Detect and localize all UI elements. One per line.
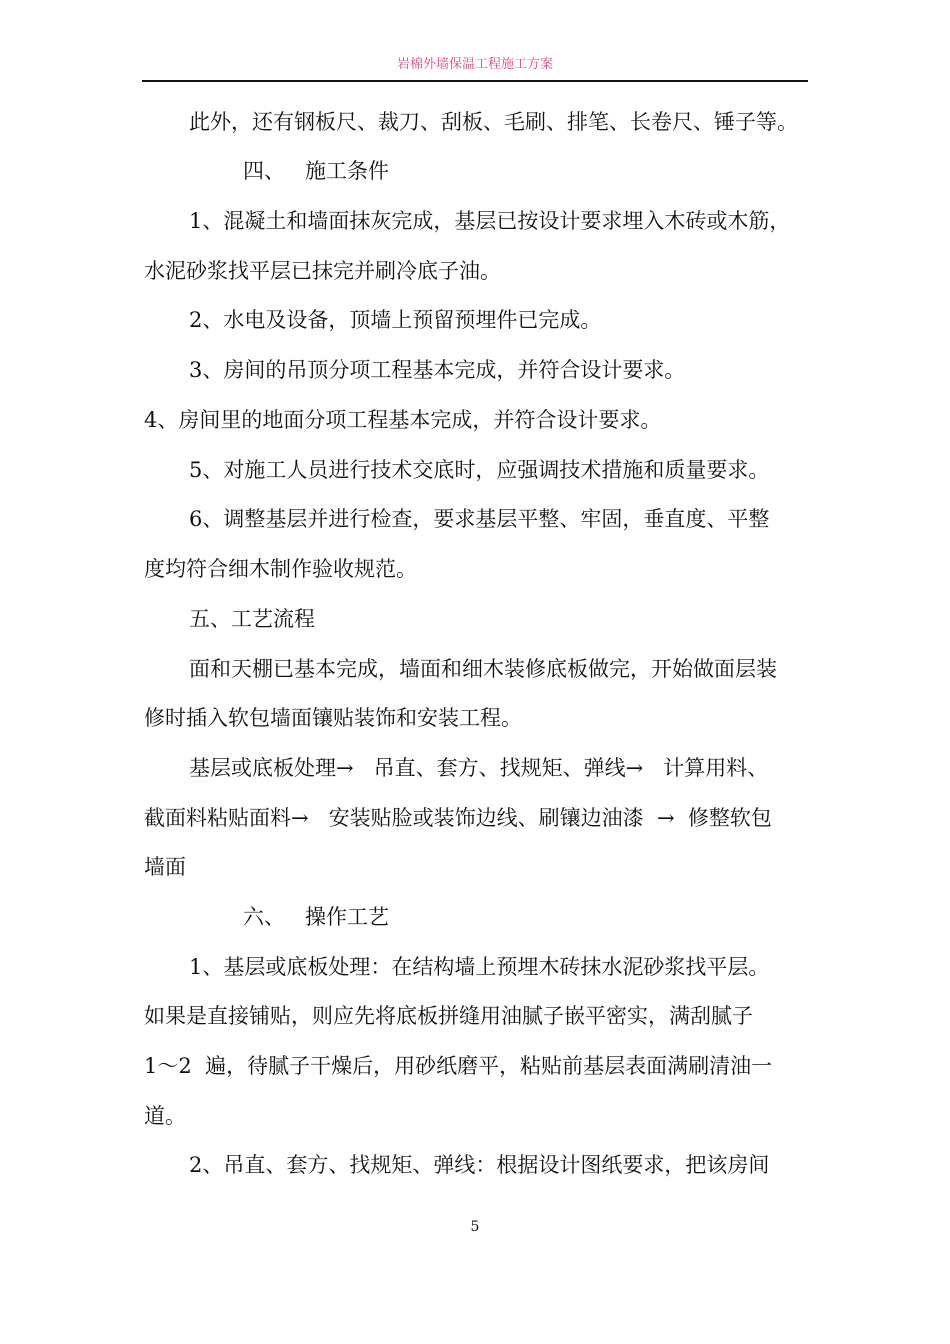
process-flow-line: 基层或底板处理→ 吊直、套方、找规矩、弹线→ 计算用料、 [189, 756, 769, 780]
process-flow-line: 墙面 [144, 855, 186, 879]
text-line: 此外，还有钢板尺、裁刀、刮板、毛刷、排笔、长卷尺、锤子等。 [189, 110, 798, 134]
page-header-title: 岩棉外墙保温工程施工方案 [396, 57, 553, 72]
text-line: 面和天棚已基本完成，墙面和细木装修底板做完，开始做面层装 [189, 657, 777, 681]
section-heading: 六、 操作工艺 [243, 905, 390, 929]
header-divider [142, 80, 808, 82]
text-line: 3、房间的吊顶分项工程基本完成，并符合设计要求。 [189, 358, 686, 382]
text-line: 水泥砂浆找平层已抹完并刷冷底子油。 [144, 259, 501, 283]
page-number: 5 [470, 1219, 480, 1235]
text-line: 6、调整基层并进行检查，要求基层平整、牢固，垂直度、平整 [189, 507, 770, 531]
text-line: 修时插入软包墙面镶贴装饰和安装工程。 [144, 706, 522, 730]
text-line: 度均符合细木制作验收规范。 [144, 557, 417, 581]
text-line: 如果是直接铺贴，则应先将底板拼缝用油腻子嵌平密实，满刮腻子 [144, 1004, 753, 1028]
text-line: 2、水电及设备，顶墙上预留预埋件已完成。 [189, 308, 602, 332]
text-line: 1、混凝土和墙面抹灰完成，基层已按设计要求埋入木砖或木筋， [189, 209, 791, 233]
text-line: 2、吊直、套方、找规矩、弹线：根据设计图纸要求，把该房间 [189, 1153, 770, 1177]
process-flow-line: 截面料粘贴面料→ 安装贴脸或装饰边线、刷镶边油漆 → 修整软包 [144, 806, 772, 830]
section-heading: 五、工艺流程 [189, 607, 315, 631]
text-line: 道。 [144, 1104, 186, 1128]
text-line: 5、对施工人员进行技术交底时，应强调技术措施和质量要求。 [189, 458, 770, 482]
section-heading: 四、 施工条件 [243, 159, 390, 183]
text-line: 1～2 遍，待腻子干燥后，用砂纸磨平，粘贴前基层表面满刷清油一 [144, 1054, 773, 1078]
text-line: 4、房间里的地面分项工程基本完成，并符合设计要求。 [144, 408, 662, 432]
text-line: 1、基层或底板处理：在结构墙上预埋木砖抹水泥砂浆找平层。 [189, 955, 770, 979]
